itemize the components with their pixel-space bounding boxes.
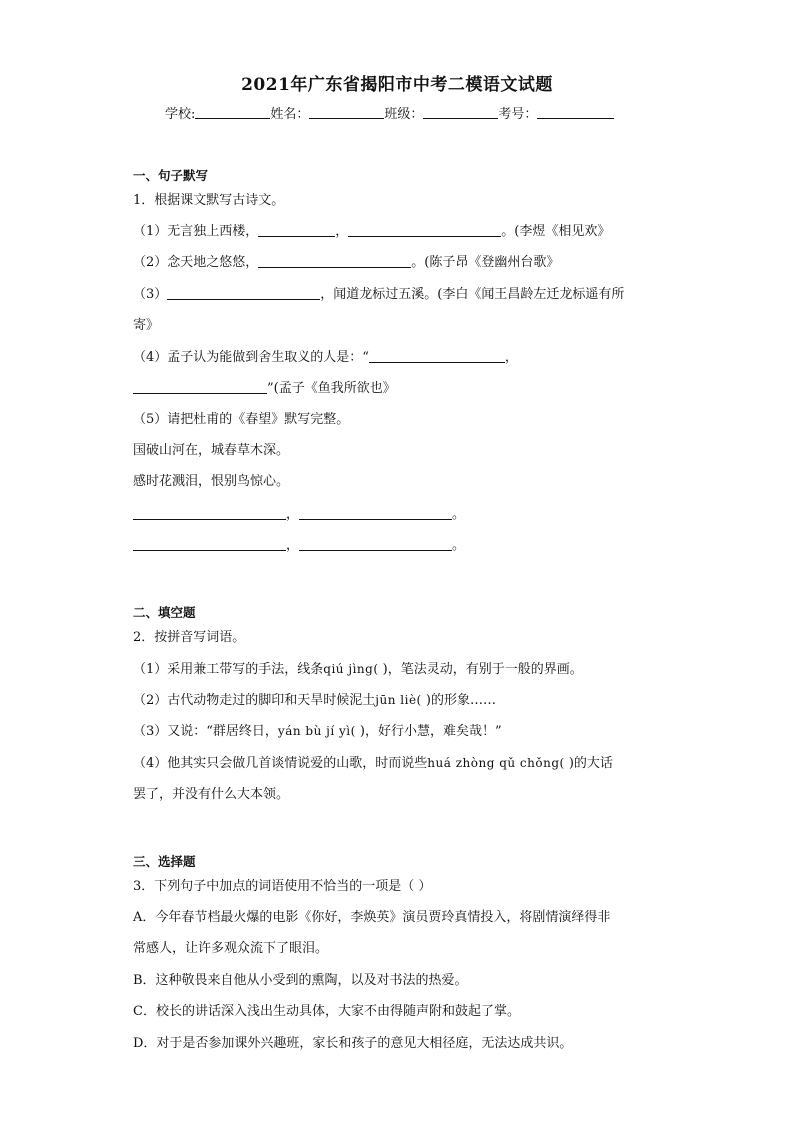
q1-1-blank-b[interactable] [348, 223, 501, 237]
q1-line-3 [133, 286, 624, 304]
option-a-text: A．今年春节档最火爆的电影《你好，李焕英》演员贾玲真情投入，将剧情演绎得非 [133, 910, 611, 925]
poem-period: 。 [452, 507, 466, 522]
q2-item-2 [133, 691, 496, 710]
q2-1-rest: )，笔法灵动，有别于一般的界画。 [378, 662, 583, 677]
q1-1-source: 。(李煜《相见欢》 [501, 224, 611, 239]
school-blank[interactable] [195, 106, 270, 119]
poem-line-1: 国破山河在，城春草木深。 [133, 443, 290, 458]
q1-3-blank[interactable] [167, 286, 320, 300]
q1-4-blank-a[interactable] [369, 349, 505, 363]
q1-line-5: （5）请把杜甫的《春望》默写完整。 [133, 412, 350, 427]
q3-option-c[interactable]: C．校长的讲话深入浅出生动具体，大家不由得随声附和鼓起了掌。 [133, 1004, 520, 1019]
q2-1-text: （1）采用兼工带写的手法，线条 [133, 662, 324, 677]
poem-period: 。 [452, 538, 466, 553]
poem-line-2: 感时花溅泪，恨别鸟惊心。 [133, 474, 290, 489]
poem-blank-1b[interactable] [299, 506, 452, 520]
q2-4-rest: )的大话 [564, 756, 613, 771]
q3-option-d[interactable]: D．对于是否参加课外兴趣班，家长和孩子的意见大相径庭，无法达成共识。 [133, 1036, 573, 1051]
q2-item-4-continued: 罢了，并没有什么大本领。 [133, 787, 290, 802]
number-blank[interactable] [537, 106, 614, 119]
poem-blank-2a[interactable] [133, 537, 286, 551]
q1-1-comma: ， [335, 224, 349, 239]
q1-1-blank-a[interactable] [258, 223, 335, 237]
q1-1-text: （1）无言独上西楼， [133, 224, 259, 239]
poem-comma: ， [286, 538, 300, 553]
q1-line-2 [133, 254, 559, 272]
q2-4-pinyin: huá zhòng qǔ chǒng( [427, 756, 565, 770]
q3-option-b[interactable]: B．这种敬畏来自他从小受到的熏陶，以及对书法的热爱。 [133, 973, 468, 988]
q1-4-blank-b[interactable] [133, 380, 267, 394]
q2-2-text: （2）古代动物走过的脚印和天旱时候泥土 [133, 693, 376, 708]
poem-comma: ， [286, 507, 300, 522]
section-heading-3: 三、选择题 [133, 854, 196, 869]
q1-4-comma: ， [504, 350, 518, 365]
q2-4-text: （4）他其实只会做几首谈情说爱的山歌，时而说些 [133, 756, 428, 771]
q2-item-4 [133, 754, 613, 773]
q2-3-text: （3）又说：“群居终日， [133, 724, 278, 739]
q1-2-blank[interactable] [258, 254, 411, 268]
q3-option-a[interactable] [133, 909, 610, 927]
q1-line-4 [133, 349, 518, 367]
q1-4-text: （4）孟子认为能做到舍生取义的人是：“ [133, 350, 369, 365]
section-heading-2: 二、填空题 [133, 605, 196, 620]
q1-line-1 [133, 223, 610, 241]
q2-3-pinyin: yán bù jí yì( [277, 724, 356, 738]
q1-stem: 1．根据课文默写古诗文。 [133, 193, 285, 208]
q2-2-rest: )的形象…… [421, 693, 496, 708]
q1-4-source: ”(孟子《鱼我所欲也》 [267, 381, 396, 396]
q1-2-source: 。(陈子昂《登幽州台歌》 [411, 255, 560, 270]
class-blank[interactable] [423, 106, 498, 119]
number-label: 考号： [498, 107, 538, 122]
q1-3-text: ，闻道龙标过五溪。(李白《闻王昌龄左迁龙标遥有所 [320, 287, 625, 302]
poem-blank-row-1 [133, 506, 465, 524]
class-label: 班级： [384, 107, 424, 122]
poem-blank-row-2 [133, 537, 465, 555]
q2-stem: 2．按拼音写词语。 [133, 630, 246, 645]
q2-2-pinyin: jūn liè( [375, 693, 422, 707]
poem-blank-1a[interactable] [133, 506, 286, 520]
q2-3-rest: )，好行小慧，难矣哉！” [355, 724, 502, 739]
q2-1-pinyin: qiú jìng( [323, 662, 379, 676]
q1-3-continued: 寄》 [133, 318, 160, 333]
q3-option-a-continued: 常感人，让许多观众流下了眼泪。 [133, 941, 329, 956]
q2-item-1 [133, 660, 583, 679]
q3-stem: 3．下列句子中加点的词语使用不恰当的一项是（ ） [133, 879, 432, 894]
school-label: 学校: [165, 107, 196, 122]
q1-line-4b [133, 380, 396, 398]
name-blank[interactable] [309, 106, 384, 119]
page-title: 2021年广东省揭阳市中考二模语文试题 [241, 75, 553, 95]
name-label: 姓名： [270, 107, 310, 122]
q1-3-label: （3） [133, 287, 168, 302]
student-info-line [165, 103, 614, 122]
section-heading-1: 一、句子默写 [133, 168, 209, 183]
q1-2-text: （2）念天地之悠悠， [133, 255, 259, 270]
q2-item-3 [133, 722, 502, 741]
poem-blank-2b[interactable] [299, 537, 452, 551]
